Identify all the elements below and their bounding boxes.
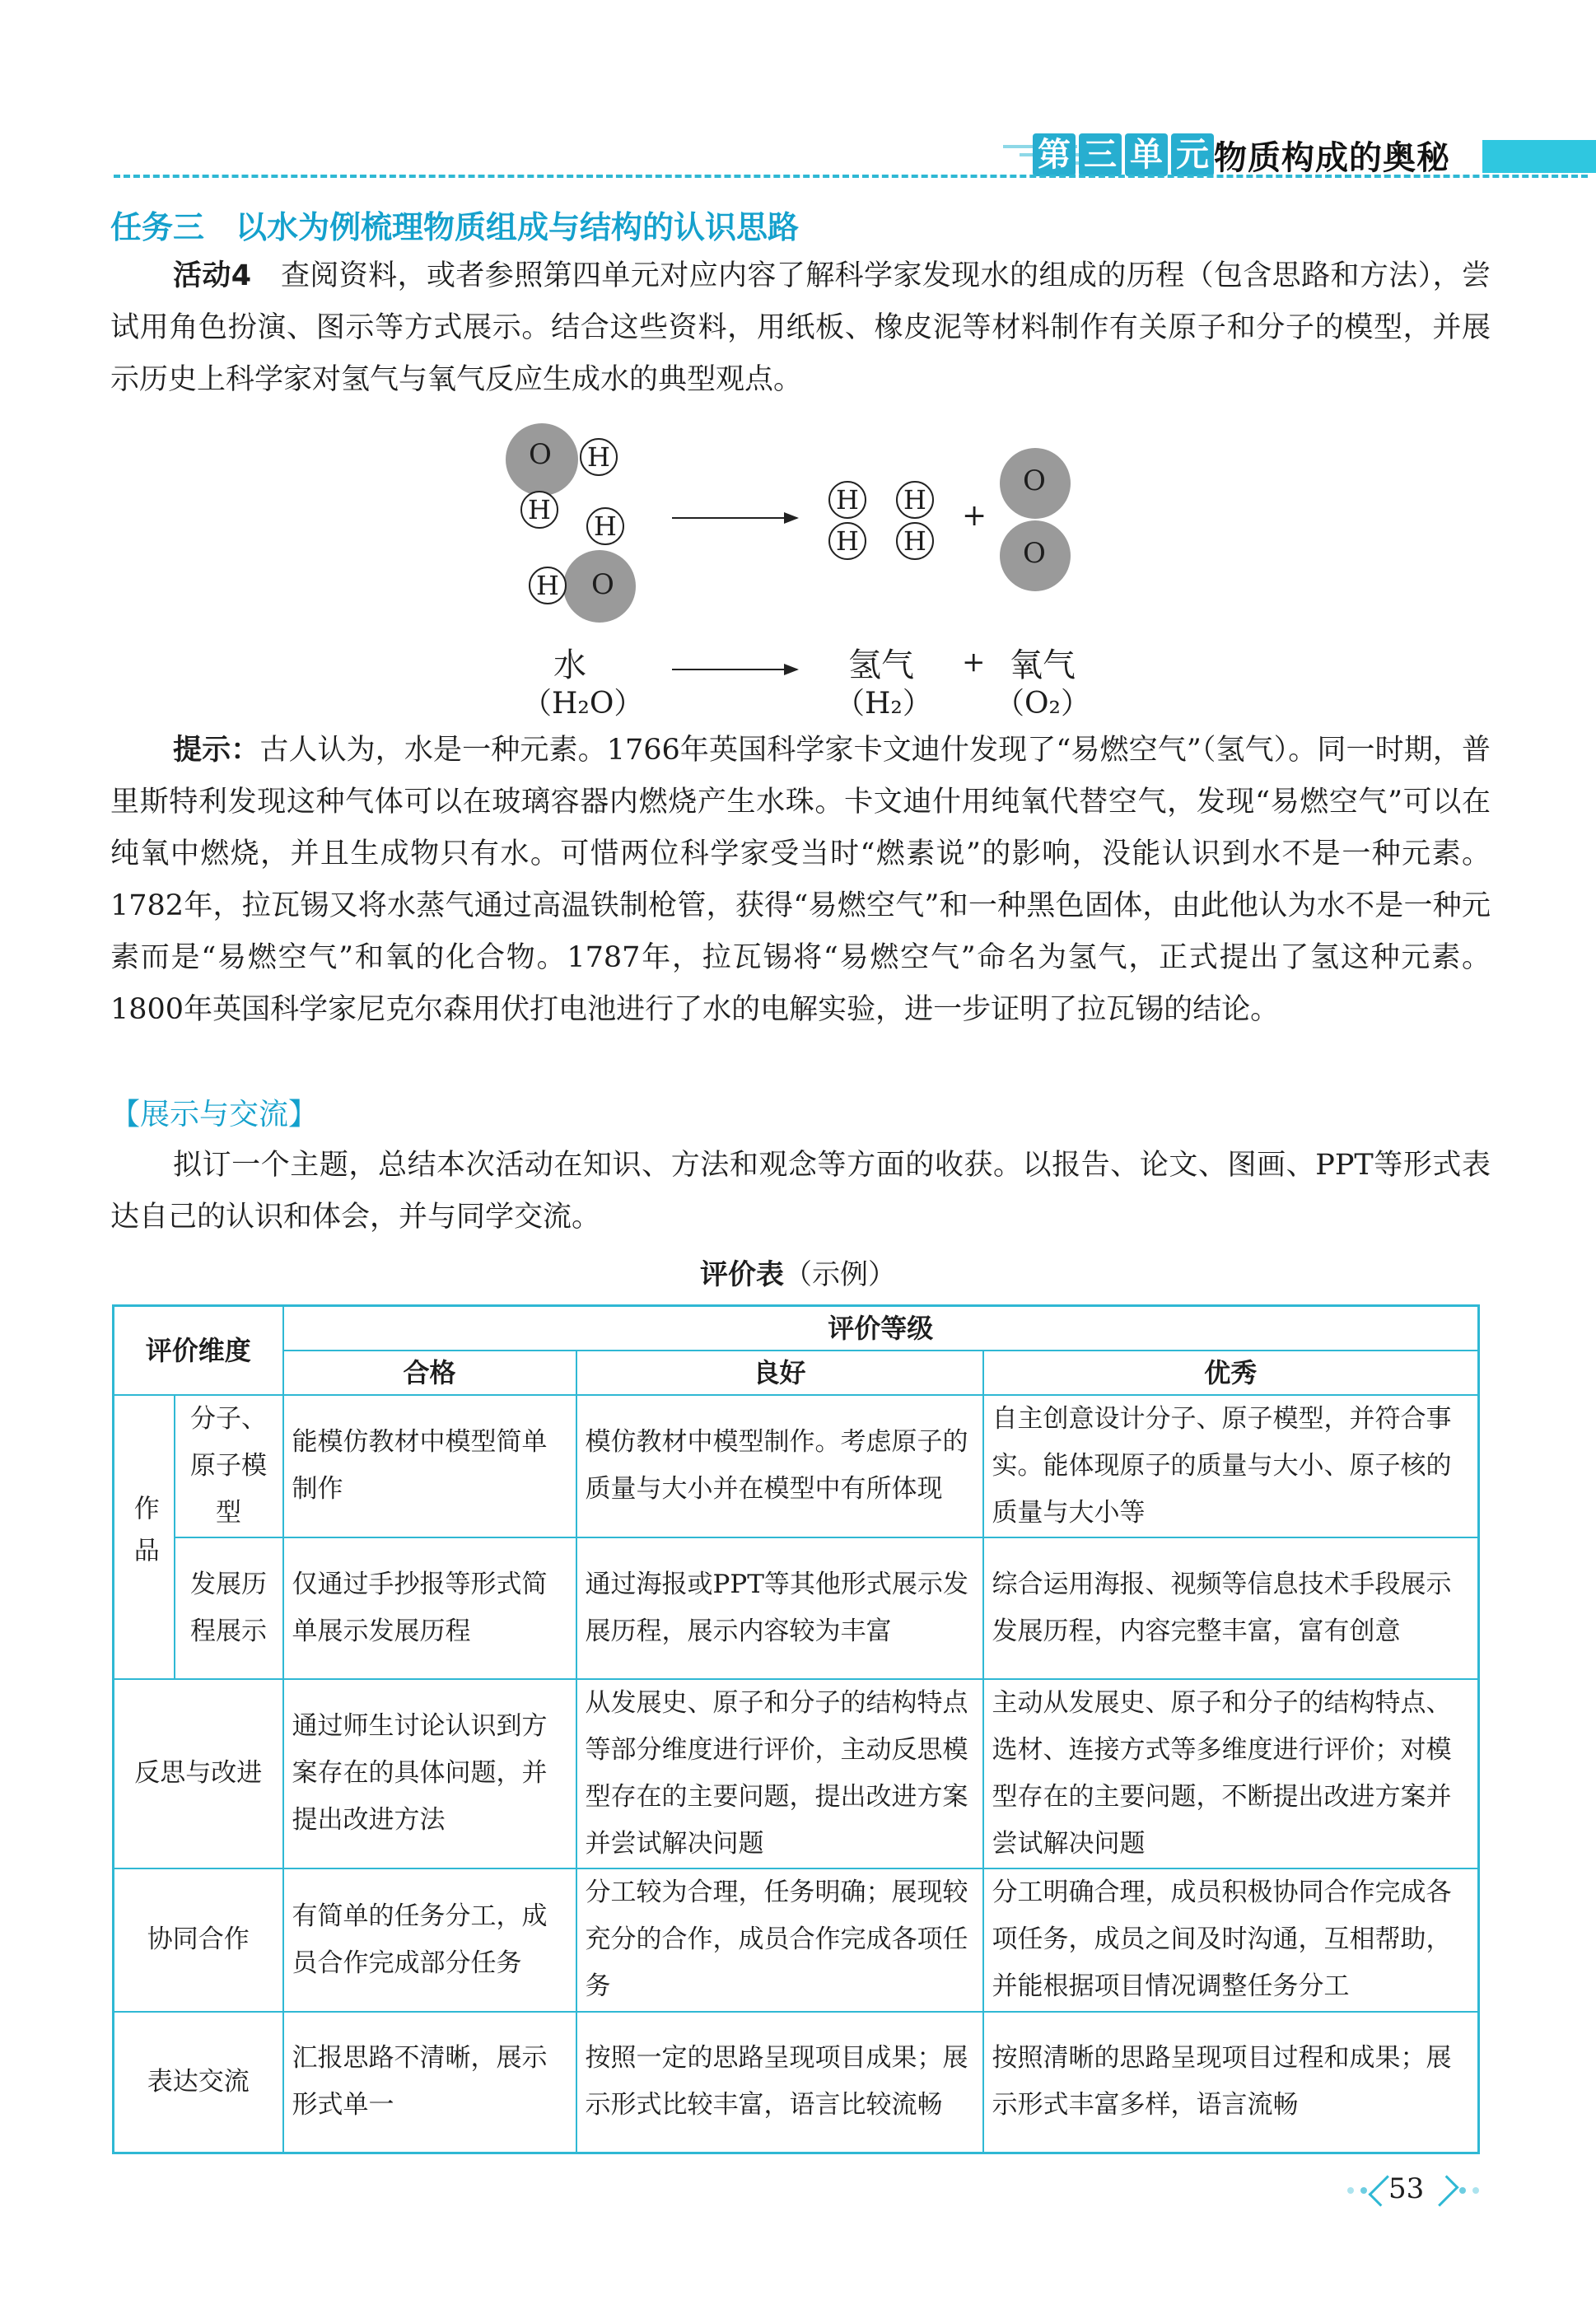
page-ornament <box>1472 2187 1479 2194</box>
table-row <box>114 1395 1479 1537</box>
oxygen-symbol: O <box>1023 464 1046 497</box>
dim-model: 分子、原子模型 <box>175 1395 283 1537</box>
hydrogen-label: 氢气 <box>848 646 914 684</box>
section-title: 【展示与交流】 <box>110 1098 319 1131</box>
water-formula: （H₂O） <box>522 687 644 721</box>
word-equation-arrow <box>672 669 797 670</box>
hydrogen-atom: H <box>896 522 934 560</box>
hydrogen-atom: H <box>520 491 558 529</box>
header-excellent: 优秀 <box>983 1351 1479 1395</box>
pass-express: 汇报思路不清晰，展示形式单一 <box>283 2012 576 2153</box>
table-header-row <box>114 1351 1479 1395</box>
hydrogen-atom: H <box>580 438 618 476</box>
pass-reflect: 通过师生讨论认识到方案存在的具体问题，并提出改进方法 <box>283 1679 576 1868</box>
excellent-history: 综合运用海报、视频等信息技术手段展示发展历程，内容完整丰富，富有创意 <box>983 1537 1479 1679</box>
evaluation-table <box>112 1304 1480 2154</box>
pass-coop: 有简单的任务分工，成员合作完成部分任务 <box>283 1868 576 2012</box>
dim-reflect: 反思与改进 <box>114 1679 283 1868</box>
unit-char-3: 单 <box>1125 133 1168 176</box>
dim-coop: 协同合作 <box>114 1868 283 2012</box>
hydrogen-atom: H <box>828 481 866 519</box>
oxygen-label: 氧气 <box>1010 646 1076 684</box>
table-title-main: 评价表 <box>700 1258 784 1291</box>
unit-title: 物质构成的奥秘 <box>1214 139 1450 177</box>
header-pass: 合格 <box>283 1351 576 1395</box>
header-good: 良好 <box>576 1351 983 1395</box>
oxygen-symbol: O <box>591 568 614 601</box>
hydrogen-atom: H <box>828 522 866 560</box>
table-row <box>114 1679 1479 1868</box>
plus-sign-2: + <box>962 646 986 679</box>
excellent-model: 自主创意设计分子、原子模型，并符合事实。能体现原子的质量与大小、原子核的质量与大小等 <box>983 1395 1479 1537</box>
good-history: 通过海报或PPT等其他形式展示发展历程，展示内容较为丰富 <box>576 1537 983 1679</box>
pass-history: 仅通过手抄报等形式简单展示发展历程 <box>283 1537 576 1679</box>
header-accent-block <box>1482 140 1596 173</box>
chevron-right-icon <box>1427 2175 1458 2206</box>
unit-char-2: 三 <box>1079 133 1122 176</box>
unit-char-1: 第 <box>1033 133 1076 176</box>
header-dimension: 评价维度 <box>114 1306 283 1395</box>
table-row <box>114 2012 1479 2153</box>
hint-paragraph <box>110 725 1491 1036</box>
activity-paragraph <box>110 250 1491 406</box>
unit-char-4: 元 <box>1171 133 1214 176</box>
reaction-arrow <box>672 517 797 519</box>
oxygen-formula: （O₂） <box>995 687 1090 721</box>
table-row <box>114 1537 1479 1679</box>
table-title <box>0 1252 1596 1292</box>
good-model: 模仿教材中模型制作。考虑原子的质量与大小并在模型中有所体现 <box>576 1395 983 1537</box>
dim-express: 表达交流 <box>114 2012 283 2153</box>
table-header-row <box>114 1306 1479 1351</box>
hydrogen-formula: （H₂） <box>835 687 932 721</box>
hydrogen-atom: H <box>896 481 934 519</box>
page-ornament <box>1459 2187 1466 2194</box>
good-reflect: 从发展史、原子和分子的结构特点等部分维度进行评价，主动反思模型存在的主要问题，提出改进方案并尝试解决问题 <box>576 1679 983 1868</box>
page-ornament <box>1360 2187 1367 2194</box>
header-level: 评价等级 <box>283 1306 1479 1351</box>
water-decomposition-diagram <box>494 420 1120 721</box>
hydrogen-atom: H <box>529 567 567 604</box>
water-label: 水 <box>553 646 586 684</box>
group-works: 作品 <box>114 1395 175 1679</box>
table-row <box>114 1868 1479 2012</box>
good-express: 按照一定的思路呈现项目成果；展示形式比较丰富，语言比较流畅 <box>576 2012 983 2153</box>
task-heading: 任务三 以水为例梳理物质组成与结构的认识思路 <box>110 209 800 245</box>
hint-label: 提示： <box>173 734 260 767</box>
table-title-note: （示例） <box>784 1258 896 1291</box>
good-coop: 分工较为合理，任务明确；展现较充分的合作，成员合作完成各项任务 <box>576 1868 983 2012</box>
dim-history: 发展历程展示 <box>175 1537 283 1679</box>
plus-sign: + <box>962 499 987 533</box>
page-ornament <box>1347 2187 1354 2194</box>
activity-label: 活动4 <box>173 259 252 292</box>
activity-text: 查阅资料，或者参照第四单元对应内容了解科学家发现水的组成的历程（包含思路和方法），尝试用角色扮演、图示等方式展示。结合这些资料，用纸板、橡皮泥等材料制作有关原子和分子的模型，并展示历史上科学家对氢气与氧气反应生成水的典型观点。 <box>110 259 1491 396</box>
hint-text: 古人认为，水是一种元素。1766年英国科学家卡文迪什发现了“易燃空气”（氢气）。同一时期，普里斯特利发现这种气体可以在玻璃容器内燃烧产生水珠。卡文迪什用纯氧代替空气，发现“易燃空气”可以在纯氧中燃烧，并且生成物只有水。可惜两位科学家受当时“燃素说”的影响，没能认识到水不是一种元素。1782年，拉瓦锡又将水蒸气通过高温铁制枪管，获得“易燃空气”和一种黑色固体，由此他认为水不是一种元素而是“易燃空气”和氧的化合物。1787年，拉瓦锡将“易燃空气”命名为氢气，正式提出了氢这种元素。1800年英国科学家尼克尔森用伏打电池进行了水的电解实验，进一步证明了拉瓦锡的结论。 <box>110 734 1491 1026</box>
hydrogen-atom: H <box>586 507 624 545</box>
header-dashed-line <box>114 175 1588 178</box>
section-paragraph: 拟订一个主题，总结本次活动在知识、方法和观念等方面的收获。以报告、论文、图画、PPT等形式表达自己的认识和体会，并与同学交流。 <box>110 1149 1491 1234</box>
pass-model: 能模仿教材中模型简单制作 <box>283 1395 576 1537</box>
page-number: 53 <box>1388 2172 1425 2205</box>
excellent-reflect: 主动从发展史、原子和分子的结构特点、选材、连接方式等多维度进行评价；对模型存在的主要问题，不断提出改进方案并尝试解决问题 <box>983 1679 1479 1868</box>
excellent-coop: 分工明确合理，成员积极协同合作完成各项任务，成员之间及时沟通，互相帮助，并能根据项目情况调整任务分工 <box>983 1868 1479 2012</box>
oxygen-symbol: O <box>529 438 552 471</box>
excellent-express: 按照清晰的思路呈现项目过程和成果；展示形式丰富多样，语言流畅 <box>983 2012 1479 2153</box>
oxygen-symbol: O <box>1023 537 1046 570</box>
